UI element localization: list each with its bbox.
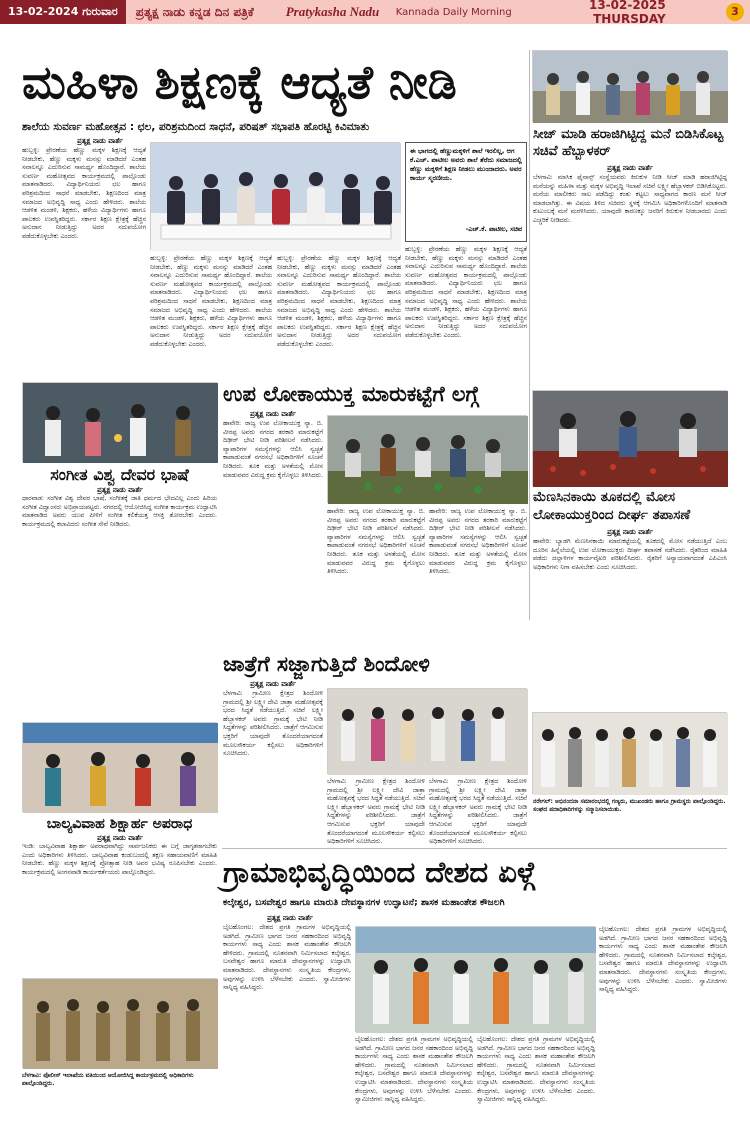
lokayukta-byline: ಪ್ರತ್ಯಕ್ಷ ನಾಡು ವಾರ್ತೆ	[250, 410, 296, 418]
child-headline: ಬಾಲ್ಯವಿವಾಹ ಶಿಕ್ಷಾರ್ಹ ಅಪರಾಧ	[46, 816, 193, 832]
lead-body-col3: ಹುಬ್ಬಳ್ಳಿ: ಪ್ರೇರಣೆಯ ಹೆಣ್ಣು ಮಕ್ಕಳ ಶಿಕ್ಷಣಕ್ಕೆ ಆದ್ಯತೆ ನೀಡಬೇಕು, ಹೆಣ್ಣು ಮಕ್ಕಳು ಮನಸ್ಸು ಮಾಡಿದರೆ ಎಂತಹ ಸವಾಲನ್ನೂ ಎದುರಿಸುವ ಸಾಮರ್ಥ್ಯ ಹೊಂದಿದ್ದಾರೆ. ಶಾಲೆಯ ಸುವರ್ಣ ಮಹೋತ್ಸವದ ಕಾರ್ಯಕ್ರಮದಲ್ಲಿ ಪಾಲ್ಗೊಂಡು ಮಾತನಾಡಿದರು. ವಿದ್ಯಾರ್ಥಿನಿಯರು ಛಲ ಹಾಗೂ ಪರಿಶ್ರಮದಿಂದ ಸಾಧನೆ ಮಾಡಬೇಕು, ಶಿಕ್ಷಣದಿಂದ ಮಾತ್ರ ಸಮಾಜದ ಅಭಿವೃದ್ಧಿ ಸಾಧ್ಯ ಎಂದು ಹೇಳಿದರು. ಶಾಲೆಯ ಆಡಳಿತ ಮಂಡಳಿ, ಶಿಕ್ಷಕರು, ಹಳೆಯ ವಿದ್ಯಾರ್ಥಿಗಳು ಹಾಗೂ ಪಾಲಕರು ಉಪಸ್ಥಿತರಿದ್ದರು. ಸರ್ಕಾರ ಶಿಕ್ಷಣ ಕ್ಷೇತ್ರಕ್ಕೆ ಹೆಚ್ಚಿನ ಅನುದಾನ ನೀಡುತ್ತಿದ್ದು ಅದರ ಸದುಪಯೋಗ ಪಡೆದುಕೊಳ್ಳಬೇಕು ಎಂದರು.	[277, 255, 401, 348]
quote-text: ಈ ಭಾಗದಲ್ಲಿ ಹೆಣ್ಣುಮಕ್ಕಳಿಗೆ ಶಾಲೆ ಇರಲಿಲ್ಲ, ಆಗ ಕೆ.ಎಚ್. ಪಾಟೀಲ ಅವರು ಶಾಲೆ ತೆರೆದು ಸಮಾಜದಲ್ಲಿ ಹೆಣ್ಣು ಮಕ್ಕಳಿಗೆ ಶಿಕ್ಷಣ ನೀಡಲು ಮುಂದಾದರು. ಅವರ ಕಾರ್ಯ ಸ್ಮರಣೀಯ.	[410, 147, 522, 182]
lokayukta-body-col2: ಹಾವೇರಿ: ರಾಜ್ಯ ಉಪ ಲೋಕಾಯುಕ್ತ ನ್ಯಾ. ಬಿ. ವೀರಪ್ಪ ಅವರು ನಗರದ ತರಕಾರಿ ಮಾರುಕಟ್ಟೆಗೆ ದಿಢೀರ್ ಭೇಟಿ ನೀಡಿ ಪರಿಶೀಲನೆ ನಡೆಸಿದರು. ವ್ಯಾಪಾರಿಗಳ ಸಮಸ್ಯೆಗಳನ್ನು ಆಲಿಸಿ ಸ್ವಚ್ಛತೆ ಕಾಪಾಡುವಂತೆ ನಗರಸಭೆ ಅಧಿಕಾರಿಗಳಿಗೆ ಸೂಚನೆ ನೀಡಿದರು. ತೂಕ ಮತ್ತು ಅಳತೆಯಲ್ಲಿ ಮೋಸ ಮಾಡುವವರ ವಿರುದ್ಧ ಕ್ರಮ ಕೈಗೊಳ್ಳಲು ತಿಳಿಸಿದರು.	[327, 508, 425, 576]
jatre-photo	[327, 688, 527, 774]
lead-photo-illustration	[151, 143, 401, 251]
jatre-body-col1: ಬೆಳಗಾವಿ: ಗ್ರಾಮೀಣ ಕ್ಷೇತ್ರದ ಶಿಂದೋಳಿ ಗ್ರಾಮದಲ್ಲಿ ಶ್ರೀ ಲಕ್ಷ್ಮೀ ದೇವಿ ಜಾತ್ರಾ ಮಹೋತ್ಸವಕ್ಕೆ ಭರದ ಸಿದ್ಧತೆ ನಡೆಯುತ್ತಿದೆ. ಸಚಿವೆ ಲಕ್ಷ್ಮೀ ಹೆಬ್ಬಾಳಕರ್ ಅವರು ಗ್ರಾಮಕ್ಕೆ ಭೇಟಿ ನೀಡಿ ಸಿದ್ಧತೆಗಳನ್ನು ಪರಿಶೀಲಿಸಿದರು. ಜಾತ್ರೆಗೆ ಆಗಮಿಸುವ ಭಕ್ತರಿಗೆ ಯಾವುದೇ ತೊಂದರೆಯಾಗದಂತೆ ಮೂಲಸೌಕರ್ಯ ಕಲ್ಪಿಸಲು ಅಧಿಕಾರಿಗಳಿಗೆ ಸೂಚಿಸಿದರು.	[223, 690, 323, 758]
village-subhead: ಕಲ್ಕೇಶ್ವರ, ಬಸವೇಶ್ವರ ಹಾಗೂ ಮಾರುತಿ ದೇವಸ್ಥಾನಗಳ ಉದ್ಘಾಟನೆ; ಶಾಸಕ ಮಹಾಂತೇಶ ಕೌಜಲಗಿ	[223, 897, 505, 908]
chili-photo	[532, 390, 727, 486]
group-caption: ನರೇಗಲ್: ಅಭಿನಂದನಾ ಸಮಾರಂಭದಲ್ಲಿ ಗಣ್ಯರು, ಮುಖಂಡರು ಹಾಗೂ ಗ್ರಾಮಸ್ಥರು ಪಾಲ್ಗೊಂಡಿದ್ದರು. ಸಂಘದ ಪದಾಧಿಕಾರಿಗಳನ್ನು ಸನ್ಮಾನಿಸಲಾಯಿತು.	[533, 798, 727, 846]
masthead-strip	[0, 0, 750, 24]
music-body: ಧಾರವಾಡ: ಸಂಗೀತ ವಿಶ್ವ ದೇವರ ಭಾಷೆ, ಸಂಗೀತಕ್ಕೆ ಜಾತಿ ಧರ್ಮದ ಭೇದವಿಲ್ಲ ಎಂದು ಹಿರಿಯ ಸಂಗೀತ ವಿದ್ವಾಂಸರು ಅಭಿಪ್ರಾಯಪಟ್ಟರು. ನಗರದಲ್ಲಿ ಆಯೋಜಿಸಿದ್ದ ಸಂಗೀತ ಕಾರ್ಯಕ್ರಮ ಉದ್ಘಾಟಿಸಿ ಮಾತನಾಡಿದ ಅವರು ಯುವ ಪೀಳಿಗೆ ಸಂಗೀತ ಕಲಿಕೆಯತ್ತ ಆಸಕ್ತಿ ತೋರಬೇಕು ಎಂದರು. ಕಾರ್ಯಕ್ರಮದಲ್ಲಿ ಕಲಾವಿದರು ಸಂಗೀತ ಸೇವೆ ನೀಡಿದರು.	[22, 495, 217, 528]
music-headline: ಸಂಗೀತ ವಿಶ್ವ ದೇವರ ಭಾಷೆ	[50, 465, 189, 484]
chili-headline: ಮೆಣಸಿನಕಾಯಿ ತೂಕದಲ್ಲಿ ಮೋಸ ಲೋಕಾಯುಕ್ತರಿಂದ ದೀರ್ಘ ತಪಾಸಣೆ	[533, 489, 691, 523]
lead-body-col2: ಹುಬ್ಬಳ್ಳಿ: ಪ್ರೇರಣೆಯ ಹೆಣ್ಣು ಮಕ್ಕಳ ಶಿಕ್ಷಣಕ್ಕೆ ಆದ್ಯತೆ ನೀಡಬೇಕು, ಹೆಣ್ಣು ಮಕ್ಕಳು ಮನಸ್ಸು ಮಾಡಿದರೆ ಎಂತಹ ಸವಾಲನ್ನೂ ಎದುರಿಸುವ ಸಾಮರ್ಥ್ಯ ಹೊಂದಿದ್ದಾರೆ. ಶಾಲೆಯ ಸುವರ್ಣ ಮಹೋತ್ಸವದ ಕಾರ್ಯಕ್ರಮದಲ್ಲಿ ಪಾಲ್ಗೊಂಡು ಮಾತನಾಡಿದರು. ವಿದ್ಯಾರ್ಥಿನಿಯರು ಛಲ ಹಾಗೂ ಪರಿಶ್ರಮದಿಂದ ಸಾಧನೆ ಮಾಡಬೇಕು, ಶಿಕ್ಷಣದಿಂದ ಮಾತ್ರ ಸಮಾಜದ ಅಭಿವೃದ್ಧಿ ಸಾಧ್ಯ ಎಂದು ಹೇಳಿದರು. ಶಾಲೆಯ ಆಡಳಿತ ಮಂಡಳಿ, ಶಿಕ್ಷಕರು, ಹಳೆಯ ವಿದ್ಯಾರ್ಥಿಗಳು ಹಾಗೂ ಪಾಲಕರು ಉಪಸ್ಥಿತರಿದ್ದರು. ಸರ್ಕಾರ ಶಿಕ್ಷಣ ಕ್ಷೇತ್ರಕ್ಕೆ ಹೆಚ್ಚಿನ ಅನುದಾನ ನೀಡುತ್ತಿದ್ದು ಅದರ ಸದುಪಯೋಗ ಪಡೆದುಕೊಳ್ಳಬೇಕು ಎಂದರು.	[150, 255, 272, 348]
lead-subhead: ಶಾಲೆಯ ಸುವರ್ಣ ಮಹೋತ್ಸವ : ಛಲ, ಪರಿಶ್ರಮದಿಂದ ಸಾಧನೆ, ಪರಿಷತ್ ಸಭಾಪತಿ ಹೊರಟ್ಟಿ ಕಿವಿಮಾತು	[22, 121, 370, 133]
page-number: 3	[726, 3, 744, 21]
village-photo	[355, 926, 595, 1032]
masthead-tagline: ಪ್ರತ್ಯಕ್ಷ ನಾಡು ಕನ್ನಡ ದಿನ ಪತ್ರಿಕೆ	[135, 4, 254, 19]
child-body: ಇಂಡಿ: ಬಾಲ್ಯವಿವಾಹ ಶಿಕ್ಷಾರ್ಹ ಅಪರಾಧವಾಗಿದ್ದು ಸಾರ್ವಜನಿಕರು ಈ ಬಗ್ಗೆ ಜಾಗೃತರಾಗಬೇಕು ಎಂದು ಅಧಿಕಾರಿಗಳು ತಿಳಿಸಿದರು. ಬಾಲ್ಯವಿವಾಹ ಕಂಡುಬಂದಲ್ಲಿ ತಕ್ಷಣ ಸಹಾಯವಾಣಿಗೆ ಮಾಹಿತಿ ನೀಡಬೇಕು. ಹೆಣ್ಣು ಮಕ್ಕಳ ಶಿಕ್ಷಣಕ್ಕೆ ಪ್ರೋತ್ಸಾಹ ನೀಡಿ ಅವರ ಭವಿಷ್ಯ ರೂಪಿಸಬೇಕು ಎಂದರು. ಕಾರ್ಯಕ್ರಮದಲ್ಲಿ ಅಂಗನವಾಡಿ ಕಾರ್ಯಕರ್ತೆಯರು ಪಾಲ್ಗೊಂಡಿದ್ದರು.	[22, 843, 217, 876]
lead-byline: ಪ್ರತ್ಯಕ್ಷ ನಾಡು ವಾರ್ತೆ	[77, 137, 123, 145]
paper-subtitle: Kannada Daily Morning	[395, 6, 512, 18]
jatre-body-col2: ಬೆಳಗಾವಿ: ಗ್ರಾಮೀಣ ಕ್ಷೇತ್ರದ ಶಿಂದೋಳಿ ಗ್ರಾಮದಲ್ಲಿ ಶ್ರೀ ಲಕ್ಷ್ಮೀ ದೇವಿ ಜಾತ್ರಾ ಮಹೋತ್ಸವಕ್ಕೆ ಭರದ ಸಿದ್ಧತೆ ನಡೆಯುತ್ತಿದೆ. ಸಚಿವೆ ಲಕ್ಷ್ಮೀ ಹೆಬ್ಬಾಳಕರ್ ಅವರು ಗ್ರಾಮಕ್ಕೆ ಭೇಟಿ ನೀಡಿ ಸಿದ್ಧತೆಗಳನ್ನು ಪರಿಶೀಲಿಸಿದರು. ಜಾತ್ರೆಗೆ ಆಗಮಿಸುವ ಭಕ್ತರಿಗೆ ಯಾವುದೇ ತೊಂದರೆಯಾಗದಂತೆ ಮೂಲಸೌಕರ್ಯ ಕಲ್ಪಿಸಲು ಅಧಿಕಾರಿಗಳಿಗೆ ಸೂಚಿಸಿದರು.	[327, 778, 425, 846]
right1-body: ಬೆಳಗಾವಿ: ಮಾಸಿಕ ಫೈನಾನ್ಸ್ ಸಂಸ್ಥೆಯವರು ಕಿರುಕುಳ ನೀಡಿ ಸೀಜ್ ಮಾಡಿ ಹರಾಜಿಗಿಟ್ಟಿದ್ದ ಮನೆಯನ್ನು ಮಹಿಳಾ ಮತ್ತು ಮಕ್ಕಳ ಅಭಿವೃದ್ಧಿ ಇಲಾಖೆ ಸಚಿವೆ ಲಕ್ಷ್ಮೀ ಹೆಬ್ಬಾಳಕರ್ ಬಿಡಿಸಿಕೊಟ್ಟರು. ಮನೆಯ ಮಾಲೀಕರು ಸಾಲ ಪಡೆದಿದ್ದು ಕಂತು ಕಟ್ಟಲು ಸಾಧ್ಯವಾಗದ ಕಾರಣ ಮನೆ ಸೀಜ್ ಮಾಡಲಾಗಿತ್ತು. ಈ ವಿಷಯ ತಿಳಿದ ಸಚಿವರು ಸ್ಥಳಕ್ಕೆ ಆಗಮಿಸಿ ಅಧಿಕಾರಿಗಳೊಂದಿಗೆ ಮಾತನಾಡಿ ಕುಟುಂಬಕ್ಕೆ ಮನೆ ಮರಳಿಸಿದರು. ಯಾವುದೇ ಕಾರಣಕ್ಕೂ ಜನರಿಗೆ ಕಿರುಕುಳ ನೀಡಬಾರದು ಎಂದು ಎಚ್ಚರಿಕೆ ನೀಡಿದರು.	[533, 174, 727, 224]
jatre-photo-illustration	[328, 689, 528, 775]
child-byline: ಪ್ರತ್ಯಕ್ಷ ನಾಡು ವಾರ್ತೆ	[97, 834, 143, 842]
quote-box	[405, 142, 527, 242]
music-photo	[22, 382, 217, 462]
jatre-headline: ಜಾತ್ರೆಗೆ ಸಜ್ಜಾಗುತ್ತಿದೆ ಶಿಂದೋಳಿ	[223, 652, 430, 676]
lokayukta-body-col3: ಹಾವೇರಿ: ರಾಜ್ಯ ಉಪ ಲೋಕಾಯುಕ್ತ ನ್ಯಾ. ಬಿ. ವೀರಪ್ಪ ಅವರು ನಗರದ ತರಕಾರಿ ಮಾರುಕಟ್ಟೆಗೆ ದಿಢೀರ್ ಭೇಟಿ ನೀಡಿ ಪರಿಶೀಲನೆ ನಡೆಸಿದರು. ವ್ಯಾಪಾರಿಗಳ ಸಮಸ್ಯೆಗಳನ್ನು ಆಲಿಸಿ ಸ್ವಚ್ಛತೆ ಕಾಪಾಡುವಂತೆ ನಗರಸಭೆ ಅಧಿಕಾರಿಗಳಿಗೆ ಸೂಚನೆ ನೀಡಿದರು. ತೂಕ ಮತ್ತು ಅಳತೆಯಲ್ಲಿ ಮೋಸ ಮಾಡುವವರ ವಿರುದ್ಧ ಕ್ರಮ ಕೈಗೊಳ್ಳಲು ತಿಳಿಸಿದರು.	[429, 508, 527, 576]
masthead-date-left: 13-02-2024 ಗುರುವಾರ	[0, 0, 126, 24]
divider	[222, 848, 727, 849]
lead-body-col4: ಹುಬ್ಬಳ್ಳಿ: ಪ್ರೇರಣೆಯ ಹೆಣ್ಣು ಮಕ್ಕಳ ಶಿಕ್ಷಣಕ್ಕೆ ಆದ್ಯತೆ ನೀಡಬೇಕು, ಹೆಣ್ಣು ಮಕ್ಕಳು ಮನಸ್ಸು ಮಾಡಿದರೆ ಎಂತಹ ಸವಾಲನ್ನೂ ಎದುರಿಸುವ ಸಾಮರ್ಥ್ಯ ಹೊಂದಿದ್ದಾರೆ. ಶಾಲೆಯ ಸುವರ್ಣ ಮಹೋತ್ಸವದ ಕಾರ್ಯಕ್ರಮದಲ್ಲಿ ಪಾಲ್ಗೊಂಡು ಮಾತನಾಡಿದರು. ವಿದ್ಯಾರ್ಥಿನಿಯರು ಛಲ ಹಾಗೂ ಪರಿಶ್ರಮದಿಂದ ಸಾಧನೆ ಮಾಡಬೇಕು, ಶಿಕ್ಷಣದಿಂದ ಮಾತ್ರ ಸಮಾಜದ ಅಭಿವೃದ್ಧಿ ಸಾಧ್ಯ ಎಂದು ಹೇಳಿದರು. ಶಾಲೆಯ ಆಡಳಿತ ಮಂಡಳಿ, ಶಿಕ್ಷಕರು, ಹಳೆಯ ವಿದ್ಯಾರ್ಥಿಗಳು ಹಾಗೂ ಪಾಲಕರು ಉಪಸ್ಥಿತರಿದ್ದರು. ಸರ್ಕಾರ ಶಿಕ್ಷಣ ಕ್ಷೇತ್ರಕ್ಕೆ ಹೆಚ್ಚಿನ ಅನುದಾನ ನೀಡುತ್ತಿದ್ದು ಅದರ ಸದುಪಯೋಗ ಪಡೆದುಕೊಳ್ಳಬೇಕು ಎಂದರು.	[405, 246, 527, 339]
police-photo	[22, 978, 217, 1068]
divider	[529, 50, 530, 620]
right1-headline: ಸೀಜ್ ಮಾಡಿ ಹರಾಜಿಗಿಟ್ಟಿದ್ದ ಮನೆ ಬಿಡಿಸಿಕೊಟ್ಟ ಸಚಿವೆ ಹೆಬ್ಬಾಳಕರ್	[533, 127, 724, 159]
chili-byline: ಪ್ರತ್ಯಕ್ಷ ನಾಡು ವಾರ್ತೆ	[607, 528, 653, 536]
music-byline: ಪ್ರತ್ಯಕ್ಷ ನಾಡು ವಾರ್ತೆ	[97, 486, 143, 494]
village-body-col2: ಬೈಲಹೊಂಗಲ: ದೇಶದ ಪ್ರಗತಿ ಗ್ರಾಮಗಳ ಅಭಿವೃದ್ಧಿಯಲ್ಲಿ ಅಡಗಿದೆ. ಗ್ರಾಮೀಣ ಭಾಗದ ಜನರ ಸಹಕಾರದಿಂದ ಅಭಿವೃದ್ಧಿ ಕಾರ್ಯಗಳು ಸಾಧ್ಯ ಎಂದು ಶಾಸಕ ಮಹಾಂತೇಶ ಕೌಜಲಗಿ ಹೇಳಿದರು. ಗ್ರಾಮದಲ್ಲಿ ನೂತನವಾಗಿ ನಿರ್ಮಿಸಲಾದ ಕಲ್ಕೇಶ್ವರ, ಬಸವೇಶ್ವರ ಹಾಗೂ ಮಾರುತಿ ದೇವಸ್ಥಾನಗಳನ್ನು ಉದ್ಘಾಟಿಸಿ ಮಾತನಾಡಿದರು. ದೇವಸ್ಥಾನಗಳು ಸಂಸ್ಕೃತಿಯ ಕೇಂದ್ರಗಳು, ಅವುಗಳನ್ನು ಉಳಿಸಿ ಬೆಳೆಸಬೇಕು ಎಂದರು. ಸ್ವಾಮೀಜಿಗಳು ಸಾನ್ನಿಧ್ಯ ವಹಿಸಿದ್ದರು.	[355, 1036, 473, 1104]
lead-photo	[150, 142, 400, 250]
child-photo-illustration	[23, 723, 218, 813]
jatre-body-col3: ಬೆಳಗಾವಿ: ಗ್ರಾಮೀಣ ಕ್ಷೇತ್ರದ ಶಿಂದೋಳಿ ಗ್ರಾಮದಲ್ಲಿ ಶ್ರೀ ಲಕ್ಷ್ಮೀ ದೇವಿ ಜಾತ್ರಾ ಮಹೋತ್ಸವಕ್ಕೆ ಭರದ ಸಿದ್ಧತೆ ನಡೆಯುತ್ತಿದೆ. ಸಚಿವೆ ಲಕ್ಷ್ಮೀ ಹೆಬ್ಬಾಳಕರ್ ಅವರು ಗ್ರಾಮಕ್ಕೆ ಭೇಟಿ ನೀಡಿ ಸಿದ್ಧತೆಗಳನ್ನು ಪರಿಶೀಲಿಸಿದರು. ಜಾತ್ರೆಗೆ ಆಗಮಿಸುವ ಭಕ್ತರಿಗೆ ಯಾವುದೇ ತೊಂದರೆಯಾಗದಂತೆ ಮೂಲಸೌಕರ್ಯ ಕಲ್ಪಿಸಲು ಅಧಿಕಾರಿಗಳಿಗೆ ಸೂಚಿಸಿದರು.	[429, 778, 527, 846]
music-photo-illustration	[23, 383, 218, 463]
lokayukta-photo-illustration	[328, 416, 528, 504]
jatre-byline: ಪ್ರತ್ಯಕ್ಷ ನಾಡು ವಾರ್ತೆ	[250, 680, 296, 688]
chili-photo-illustration	[533, 391, 728, 487]
village-photo-illustration	[356, 927, 596, 1033]
right-top-photo-illustration	[533, 51, 728, 123]
village-body-col3: ಬೈಲಹೊಂಗಲ: ದೇಶದ ಪ್ರಗತಿ ಗ್ರಾಮಗಳ ಅಭಿವೃದ್ಧಿಯಲ್ಲಿ ಅಡಗಿದೆ. ಗ್ರಾಮೀಣ ಭಾಗದ ಜನರ ಸಹಕಾರದಿಂದ ಅಭಿವೃದ್ಧಿ ಕಾರ್ಯಗಳು ಸಾಧ್ಯ ಎಂದು ಶಾಸಕ ಮಹಾಂತೇಶ ಕೌಜಲಗಿ ಹೇಳಿದರು. ಗ್ರಾಮದಲ್ಲಿ ನೂತನವಾಗಿ ನಿರ್ಮಿಸಲಾದ ಕಲ್ಕೇಶ್ವರ, ಬಸವೇಶ್ವರ ಹಾಗೂ ಮಾರುತಿ ದೇವಸ್ಥಾನಗಳನ್ನು ಉದ್ಘಾಟಿಸಿ ಮಾತನಾಡಿದರು. ದೇವಸ್ಥಾನಗಳು ಸಂಸ್ಕೃತಿಯ ಕೇಂದ್ರಗಳು, ಅವುಗಳನ್ನು ಉಳಿಸಿ ಬೆಳೆಸಬೇಕು ಎಂದರು. ಸ್ವಾಮೀಜಿಗಳು ಸಾನ್ನಿಧ್ಯ ವಹಿಸಿದ್ದರು.	[477, 1036, 595, 1104]
masthead-date-right: 13-02-2025 THURSDAY	[588, 0, 666, 26]
group-photo	[532, 712, 727, 794]
lead-headline: ಮಹಿಳಾ ಶಿಕ್ಷಣಕ್ಕೆ ಆದ್ಯತೆ ನೀಡಿ	[22, 55, 457, 109]
right1-byline: ಪ್ರತ್ಯಕ್ಷ ನಾಡು ವಾರ್ತೆ	[607, 164, 653, 172]
group-photo-illustration	[533, 713, 728, 795]
child-photo	[22, 722, 217, 812]
village-headline: ಗ್ರಾಮಾಭಿವೃದ್ಧಿಯಿಂದ ದೇಶದ ಏಳ್ಗೆ	[223, 855, 536, 889]
police-caption: ಬೆಳಗಾವಿ: ಪೊಲೀಸ್ ಇಲಾಖೆಯ ವತಿಯಿಂದ ಆಯೋಜಿಸಿದ್ದ ಕಾರ್ಯಕ್ರಮದಲ್ಲಿ ಅಧಿಕಾರಿಗಳು ಪಾಲ್ಗೊಂಡಿದ್ದರು.	[22, 1072, 217, 1142]
lokayukta-headline: ಉಪ ಲೋಕಾಯುಕ್ತ ಮಾರುಕಟ್ಟೆಗೆ ಲಗ್ಗೆ	[223, 382, 479, 406]
village-body-col4: ಬೈಲಹೊಂಗಲ: ದೇಶದ ಪ್ರಗತಿ ಗ್ರಾಮಗಳ ಅಭಿವೃದ್ಧಿಯಲ್ಲಿ ಅಡಗಿದೆ. ಗ್ರಾಮೀಣ ಭಾಗದ ಜನರ ಸಹಕಾರದಿಂದ ಅಭಿವೃದ್ಧಿ ಕಾರ್ಯಗಳು ಸಾಧ್ಯ ಎಂದು ಶಾಸಕ ಮಹಾಂತೇಶ ಕೌಜಲಗಿ ಹೇಳಿದರು. ಗ್ರಾಮದಲ್ಲಿ ನೂತನವಾಗಿ ನಿರ್ಮಿಸಲಾದ ಕಲ್ಕೇಶ್ವರ, ಬಸವೇಶ್ವರ ಹಾಗೂ ಮಾರುತಿ ದೇವಸ್ಥಾನಗಳನ್ನು ಉದ್ಘಾಟಿಸಿ ಮಾತನಾಡಿದರು. ದೇವಸ್ಥಾನಗಳು ಸಂಸ್ಕೃತಿಯ ಕೇಂದ್ರಗಳು, ಅವುಗಳನ್ನು ಉಳಿಸಿ ಬೆಳೆಸಬೇಕು ಎಂದರು. ಸ್ವಾಮೀಜಿಗಳು ಸಾನ್ನಿಧ್ಯ ವಹಿಸಿದ್ದರು.	[599, 926, 727, 994]
lead-body-col1: ಹುಬ್ಬಳ್ಳಿ: ಪ್ರೇರಣೆಯ ಹೆಣ್ಣು ಮಕ್ಕಳ ಶಿಕ್ಷಣಕ್ಕೆ ಆದ್ಯತೆ ನೀಡಬೇಕು, ಹೆಣ್ಣು ಮಕ್ಕಳು ಮನಸ್ಸು ಮಾಡಿದರೆ ಎಂತಹ ಸವಾಲನ್ನೂ ಎದುರಿಸುವ ಸಾಮರ್ಥ್ಯ ಹೊಂದಿದ್ದಾರೆ. ಶಾಲೆಯ ಸುವರ್ಣ ಮಹೋತ್ಸವದ ಕಾರ್ಯಕ್ರಮದಲ್ಲಿ ಪಾಲ್ಗೊಂಡು ಮಾತನಾಡಿದರು. ವಿದ್ಯಾರ್ಥಿನಿಯರು ಛಲ ಹಾಗೂ ಪರಿಶ್ರಮದಿಂದ ಸಾಧನೆ ಮಾಡಬೇಕು, ಶಿಕ್ಷಣದಿಂದ ಮಾತ್ರ ಸಮಾಜದ ಅಭಿವೃದ್ಧಿ ಸಾಧ್ಯ ಎಂದು ಹೇಳಿದರು. ಶಾಲೆಯ ಆಡಳಿತ ಮಂಡಳಿ, ಶಿಕ್ಷಕರು, ಹಳೆಯ ವಿದ್ಯಾರ್ಥಿಗಳು ಹಾಗೂ ಪಾಲಕರು ಉಪಸ್ಥಿತರಿದ್ದರು. ಸರ್ಕಾರ ಶಿಕ್ಷಣ ಕ್ಷೇತ್ರಕ್ಕೆ ಹೆಚ್ಚಿನ ಅನುದಾನ ನೀಡುತ್ತಿದ್ದು ಅದರ ಸದುಪಯೋಗ ಪಡೆದುಕೊಳ್ಳಬೇಕು ಎಂದರು.	[22, 147, 146, 240]
right-top-photo	[532, 50, 727, 122]
lokayukta-photo	[327, 415, 527, 503]
quote-sign: -ಎಚ್.ಕೆ. ಪಾಟೀಲ, ಸಚಿವ	[465, 225, 522, 233]
lokayukta-body-col1: ಹಾವೇರಿ: ರಾಜ್ಯ ಉಪ ಲೋಕಾಯುಕ್ತ ನ್ಯಾ. ಬಿ. ವೀರಪ್ಪ ಅವರು ನಗರದ ತರಕಾರಿ ಮಾರುಕಟ್ಟೆಗೆ ದಿಢೀರ್ ಭೇಟಿ ನೀಡಿ ಪರಿಶೀಲನೆ ನಡೆಸಿದರು. ವ್ಯಾಪಾರಿಗಳ ಸಮಸ್ಯೆಗಳನ್ನು ಆಲಿಸಿ ಸ್ವಚ್ಛತೆ ಕಾಪಾಡುವಂತೆ ನಗರಸಭೆ ಅಧಿಕಾರಿಗಳಿಗೆ ಸೂಚನೆ ನೀಡಿದರು. ತೂಕ ಮತ್ತು ಅಳತೆಯಲ್ಲಿ ಮೋಸ ಮಾಡುವವರ ವಿರುದ್ಧ ಕ್ರಮ ಕೈಗೊಳ್ಳಲು ತಿಳಿಸಿದರು.	[223, 420, 323, 479]
police-photo-illustration	[23, 979, 218, 1069]
village-byline: ಪ್ರತ್ಯಕ್ಷ ನಾಡು ವಾರ್ತೆ	[267, 914, 313, 922]
village-body-col1: ಬೈಲಹೊಂಗಲ: ದೇಶದ ಪ್ರಗತಿ ಗ್ರಾಮಗಳ ಅಭಿವೃದ್ಧಿಯಲ್ಲಿ ಅಡಗಿದೆ. ಗ್ರಾಮೀಣ ಭಾಗದ ಜನರ ಸಹಕಾರದಿಂದ ಅಭಿವೃದ್ಧಿ ಕಾರ್ಯಗಳು ಸಾಧ್ಯ ಎಂದು ಶಾಸಕ ಮಹಾಂತೇಶ ಕೌಜಲಗಿ ಹೇಳಿದರು. ಗ್ರಾಮದಲ್ಲಿ ನೂತನವಾಗಿ ನಿರ್ಮಿಸಲಾದ ಕಲ್ಕೇಶ್ವರ, ಬಸವೇಶ್ವರ ಹಾಗೂ ಮಾರುತಿ ದೇವಸ್ಥಾನಗಳನ್ನು ಉದ್ಘಾಟಿಸಿ ಮಾತನಾಡಿದರು. ದೇವಸ್ಥಾನಗಳು ಸಂಸ್ಕೃತಿಯ ಕೇಂದ್ರಗಳು, ಅವುಗಳನ್ನು ಉಳಿಸಿ ಬೆಳೆಸಬೇಕು ಎಂದರು. ಸ್ವಾಮೀಜಿಗಳು ಸಾನ್ನಿಧ್ಯ ವಹಿಸಿದ್ದರು.	[223, 924, 351, 992]
paper-name: Pratykasha Nadu	[285, 4, 380, 19]
chili-body: ಹಾವೇರಿ: ಬ್ಯಾಡಗಿ ಮೆಣಸಿನಕಾಯಿ ಮಾರುಕಟ್ಟೆಯಲ್ಲಿ ತೂಕದಲ್ಲಿ ಮೋಸ ನಡೆಯುತ್ತಿದೆ ಎಂಬ ದೂರಿನ ಹಿನ್ನೆಲೆಯಲ್ಲಿ ಉಪ ಲೋಕಾಯುಕ್ತರು ದೀರ್ಘ ತಪಾಸಣೆ ನಡೆಸಿದರು. ರೈತರಿಂದ ಮಾಹಿತಿ ಪಡೆದು ದಲ್ಲಾಳಿಗಳ ಕಾರ್ಯವೈಖರಿ ಪರಿಶೀಲಿಸಿದರು. ರೈತರಿಗೆ ಅನ್ಯಾಯವಾಗದಂತೆ ಎಪಿಎಂಸಿ ಅಧಿಕಾರಿಗಳು ನಿಗಾ ವಹಿಸಬೇಕು ಎಂದು ಸೂಚಿಸಿದರು.	[533, 538, 727, 571]
